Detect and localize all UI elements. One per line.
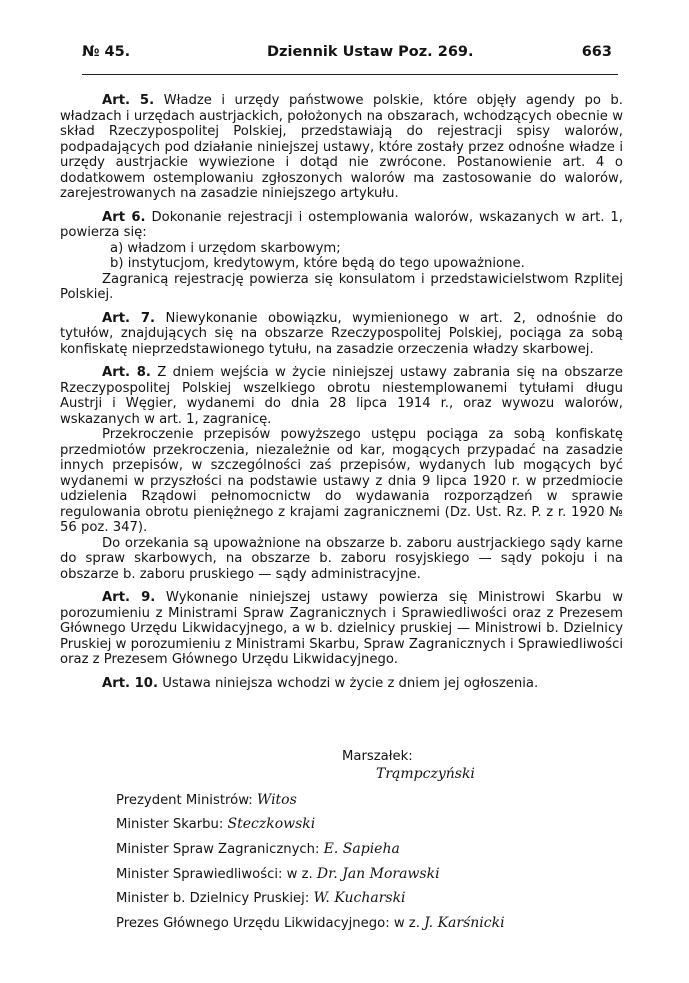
issue-number: № 45. [82, 44, 131, 60]
article-7 [60, 311, 623, 358]
signature-name: E. Sapieha [323, 841, 400, 857]
marshal-name: Trąmpczyński [376, 766, 475, 782]
signature-row [116, 890, 406, 906]
journal-title: Dziennik Ustaw Poz. 269. [267, 44, 474, 60]
article-text: Władze i urzędy państwowe polskie, które objęły agendy po b. władzach i urzędach austrjackich, położonych na obszarach, wchodzących obecnie w skład Rzeczypospolitej Polskiej, przedstawiają do rejestracji spisy walorów, podpadających pod działanie niniejszej ustawy, które zostały przez odnośne władze i urzędy austrjackie wywiezione i dotąd nie zwrócone. Postanowienie art. 4 o dodatkowem ostemplowaniu zgłoszonych walorów ma zastosowanie do walorów, zarejestrowanych na zasadzie niniejszego artykułu. [60, 93, 623, 201]
article-6 [60, 210, 623, 241]
article-6-item-b: b) instytucjom, kredytowym, które będą do tego upoważnione. [110, 256, 525, 271]
signature-name: Dr. Jan Morawski [316, 866, 440, 882]
article-text: Wykonanie niniejszej ustawy powierza się Ministrowi Skarbu w porozumieniu z Ministrami Spraw Zagranicznych i Sprawiedliwości oraz z Prezesem Głównego Urzędu Likwidacyjnego, a w b. dzielnicy pruskiej — Ministrowi b. Dzielnicy Pruskiej w porozumieniu z Ministrami Skarbu, Spraw Zagranicznych i Sprawiedliwości oraz z Prezesem Głównego Urzędu Likwidacyjnego. [60, 590, 623, 667]
signature-row [116, 816, 315, 832]
signature-row [116, 915, 505, 931]
signature-role: Minister Skarbu: [116, 817, 224, 832]
article-text: Dokonanie rejestracji i ostemplowania walorów, wskazanych w art. 1, powierza się: [60, 209, 623, 240]
marshal-title: Marszałek: [342, 749, 413, 764]
signature-role: Minister Sprawiedliwości: w z. [116, 867, 313, 882]
signature-name: W. Kucharski [313, 890, 406, 906]
article-5 [60, 93, 623, 202]
article-6-item-a: a) władzom i urzędom skarbowym; [110, 240, 341, 256]
article-9 [60, 590, 623, 668]
signature-name: Witos [256, 792, 297, 808]
article-8-paragraph-2: Przekroczenie przepisów powyższego ustępu pociąga za sobą konfiskatę przedmiotów przekroczenia, niezależnie od kar, mogących przypadać na zasadzie innych przepisów, w szczególności zaś przepisów, wydanych lub mogących być wydanemi w przyszłości na podstawie ustawy z dnia 9 lipca 1920 r. w przedmiocie udzielenia Rządowi pełnomocnictw do wydawania rozporządzeń w sprawie regulowania obrotu pieniężnego z krajami zagranicznemi (Dz. Ust. Rz. P. z r. 1920 № 56 poz. 347). [60, 427, 623, 535]
signature-role: Minister Spraw Zagranicznych: [116, 842, 320, 857]
page-header [82, 44, 612, 66]
article-label: Art 6. [102, 209, 146, 225]
article-6-paragraph-2: Zagranicą rejestrację powierza się konsulatom i przedstawicielstwom Rzplitej Polskiej. [60, 271, 623, 302]
signature-name: J. Karśnicki [424, 915, 505, 931]
signature-name: Steczkowski [227, 816, 316, 832]
header-rule [82, 74, 618, 75]
article-text: Ustawa niniejsza wchodzi w życie z dniem jej ogłoszenia. [162, 675, 539, 691]
article-10 [60, 676, 623, 692]
page-number: 663 [581, 44, 612, 60]
article-label: Art. 7. [102, 310, 156, 326]
article-label: Art. 5. [102, 93, 155, 108]
document-body [60, 93, 623, 691]
article-label: Art. 8. [102, 365, 151, 380]
signature-row [116, 792, 297, 808]
article-8 [60, 365, 623, 427]
signature-row [116, 841, 400, 857]
signature-role: Minister b. Dzielnicy Pruskiej: [116, 891, 310, 906]
article-label: Art. 9. [102, 590, 156, 605]
article-text: Niewykonanie obowiązku, wymienionego w art. 2, odnośnie do tytułów, znajdujących się na obszarze Rzeczypospolitej Polskiej, pociąga za sobą konfiskatę nieprzedstawionego tytułu, na zasadzie orzeczenia władzy skarbowej. [60, 310, 623, 357]
article-8-paragraph-3: Do orzekania są upoważnione na obszarze b. zaboru austrjackiego sądy karne do spraw skarbowych, na obszarze b. zaboru rosyjskiego — sądy pokoju i na obszarze b. zaboru pruskiego — sądy administracyjne. [60, 535, 623, 582]
signature-role: Prezes Głównego Urzędu Likwidacyjnego: w z. [116, 916, 420, 931]
signature-role: Prezydent Ministrów: [116, 793, 253, 808]
signature-row [116, 866, 440, 882]
article-label: Art. 10. [102, 675, 158, 691]
article-text: Z dniem wejścia w życie niniejszej ustawy zabrania się na obszarze Rzeczypospolitej Polskiej wszelkiego obrotu niestemplowanemi tytułami długu Austrji i Węgier, wydanemi do dnia 28 lipca 1914 r., oraz wywozu walorów, wskazanych w art. 1, zagranicę. [60, 365, 623, 427]
